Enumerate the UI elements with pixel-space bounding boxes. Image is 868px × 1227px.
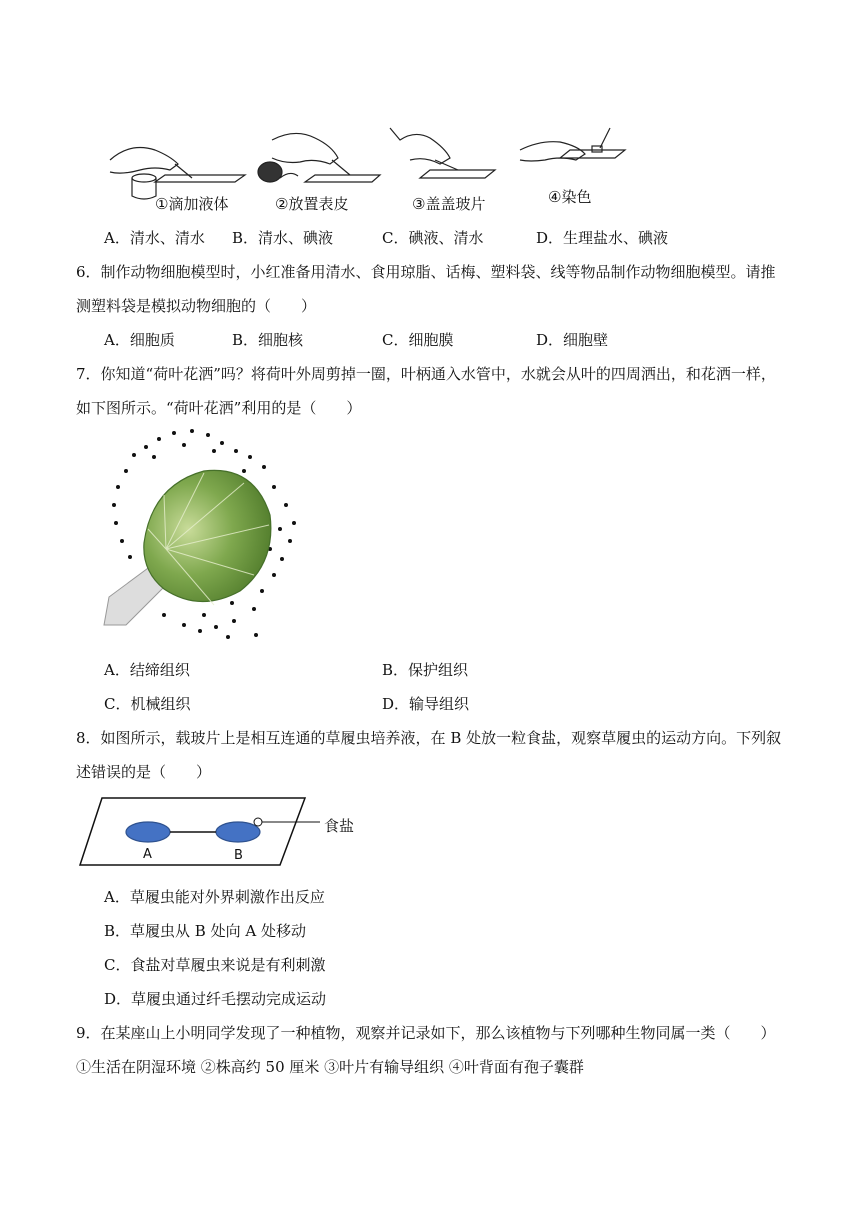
q7-option-d: D．输导组织 (382, 695, 470, 713)
q6-option-a: A．细胞质 (104, 331, 175, 349)
salt-grain (254, 818, 262, 826)
q5-option-c: C．碘液、清水 (382, 229, 484, 247)
dropper-hand-sketch (110, 148, 245, 199)
q8-option-a: A．草履虫能对外界刺激作出反应 (104, 888, 325, 906)
coverslip-hand-sketch (390, 128, 495, 178)
staining-hand-sketch (520, 128, 625, 161)
q8-stem-line2: 述错误的是（ ） (76, 763, 212, 781)
step-2-label: ②放置表皮 (275, 195, 349, 213)
q5-figure (100, 120, 660, 220)
tweezers-hand-sketch (258, 133, 380, 182)
q8-option-b: B．草履虫从 B 处向 A 处移动 (104, 922, 306, 940)
q6-option-b: B．细胞核 (232, 331, 304, 349)
q8-option-c: C．食盐对草履虫来说是有利刺激 (104, 956, 326, 974)
step-3-label: ③盖盖玻片 (412, 195, 486, 213)
q6-option-d: D．细胞壁 (536, 331, 609, 349)
q6-stem-line1: 6．制作动物细胞模型时，小红准备用清水、食用琼脂、话梅、塑料袋、线等物品制作动物细胞模型。请推 (76, 263, 776, 281)
culture-drop-b (216, 822, 260, 842)
lotus-leaf-image (104, 425, 304, 640)
q9-stem-line2: ①生活在阴湿环境 ②株高约 50 厘米 ③叶片有输导组织 ④叶背面有孢子囊群 (76, 1058, 584, 1076)
q5-option-a: A．清水、清水 (104, 229, 205, 247)
step-1-label: ①滴加液体 (155, 195, 229, 213)
q9-stem-line1: 9．在某座山上小明同学发现了一种植物，观察并记录如下，那么该植物与下列哪种生物同属一类（ ） (76, 1024, 776, 1042)
label-b: B (234, 848, 243, 863)
q7-option-a: A．结缔组织 (104, 661, 190, 679)
lotus-leaf (144, 470, 271, 601)
q8-stem-line1: 8．如图所示，载玻片上是相互连通的草履虫培养液，在 B 处放一粒食盐，观察草履虫的运动方向。下列叙 (76, 729, 782, 747)
q7-stem-line1: 7．你知道“荷叶花洒”吗？将荷叶外周剪掉一圈，叶柄通入水管中，水就会从叶的四周洒出，和花洒一样， (76, 365, 776, 383)
label-a: A (143, 847, 152, 862)
q7-option-c: C．机械组织 (104, 695, 191, 713)
q5-option-d: D．生理盐水、碘液 (536, 229, 669, 247)
label-salt: 食盐 (324, 817, 355, 835)
culture-drop-a (126, 822, 170, 842)
q6-stem-line2: 测塑料袋是模拟动物细胞的（ ） (76, 297, 317, 315)
paramecium-slide-figure (80, 795, 380, 870)
step-4-label: ④染色 (548, 188, 592, 206)
q7-option-b: B．保护组织 (382, 661, 469, 679)
q6-option-c: C．细胞膜 (382, 331, 454, 349)
q7-stem-line2: 如下图所示。“荷叶花洒”利用的是（ ） (76, 399, 362, 417)
lotus-sprinkler-figure (104, 425, 304, 640)
q5-option-b: B．清水、碘液 (232, 229, 334, 247)
q8-option-d: D．草履虫通过纤毛摆动完成运动 (104, 990, 327, 1008)
